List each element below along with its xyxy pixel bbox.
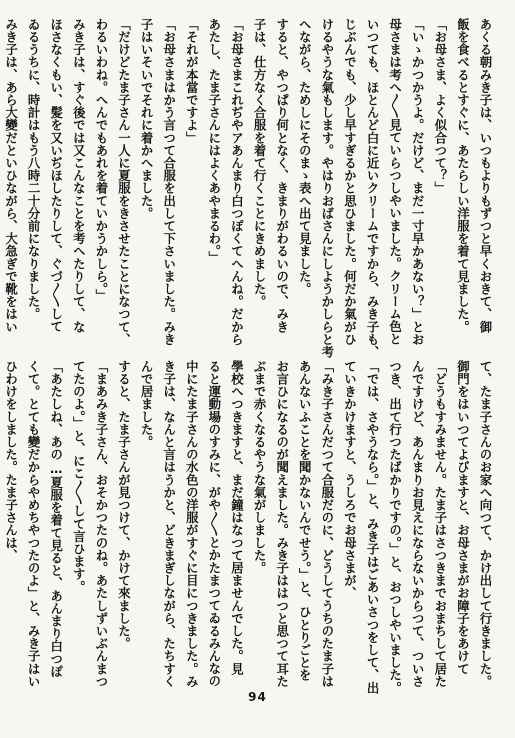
text-line: 「あたしね、あの…夏服を着て見ると、あんまり白つぽ <box>48 360 64 678</box>
text-line: 「どうもすみません。たま子はさつきまでおまちして居た <box>432 360 448 688</box>
text-line: てたのよ。」と、にこ〳〵して言ひます。 <box>71 360 87 593</box>
text-line: すると、たま子さんが見つけて、かけて來ました。 <box>116 360 132 650</box>
text-line: わるいわね。へんでもあれを着ていかうかしら。」 <box>93 18 109 302</box>
text-line: みき子は、すぐ後では又こんなことを考へたりして、な <box>71 18 87 333</box>
text-line: 母さまは考へ〳〵見ていらつしやいました。クリーム色と <box>387 18 403 346</box>
text-line: て、たま子さんのお家へ向つて、かけ出して行きました。 <box>478 360 493 688</box>
text-line: 「だけどたま子さん一人に夏服をきさせたことになつて、 <box>116 18 132 346</box>
text-line: 「みき子さんだつて合服だのに、どうしてうちのたま子は <box>319 360 335 688</box>
text-line: ていきかけますと、うしろでお母さまが、 <box>342 360 358 600</box>
text-line: いつても、ほとんど白に近いクリームですから、みき子も、 <box>365 18 381 359</box>
text-line: けるやうな氣もします。やはりおばさんにしようかしらと考 <box>319 18 335 359</box>
text-line: 飯を食べるとすぐに、あたらしい洋服を着て見ました。 <box>455 18 471 333</box>
top-text-block <box>3 18 496 359</box>
text-line: 「お母さまはかう言つて合服を出して下さいました。みき <box>161 18 177 346</box>
text-line: すると、やつぱり何となく、きまりがわるいので、みき <box>274 18 290 333</box>
text-line: んで居ました。 <box>139 360 155 449</box>
text-line: へながら、ためしにそのまゝ表へ出て見ました。 <box>297 18 313 296</box>
text-line: くて。とても變だからやめちやつたのよ」と、みき子はい <box>26 360 42 688</box>
text-line: みき子は、あら大變だといひながら、大急ぎで靴をはい <box>3 18 19 333</box>
text-line: ひわけをしました。たま子さんは、 <box>3 360 19 562</box>
text-line: ぶまで赤くなるやうな氣がしました。 <box>252 360 268 575</box>
text-line: 子はいそいでそれに着かへました。 <box>139 18 155 220</box>
text-line: つき、出て行つたばかりですの。」と、おつしやいました。 <box>387 360 403 694</box>
text-line: き子は、なんと言はうかと、どきまぎしながら、たちすく <box>161 360 177 688</box>
text-line: 中にたま子さんの水色の洋服がすぐに目につきました。み <box>184 360 200 688</box>
text-line: 學校へつきますと、まだ鐘はなつて居ませんでした。見 <box>229 360 245 675</box>
text-line: あたし、たま子さんにはよくあやまるわ。」 <box>206 18 222 264</box>
text-line: 「それが本當ですよ」 <box>184 18 200 144</box>
text-line: 子は、仕方なく合服を着て行くことにきめました。 <box>252 18 268 308</box>
text-line: 御門をはいつてよびますと、お母さまがお障子をあけて <box>455 360 471 675</box>
text-line: んですけど、あんまりお見えにならないからつて、ついさ <box>410 360 426 688</box>
text-line: 「いゝかつかうよ。だけど、まだ一寸早かあない？」とお <box>410 18 426 346</box>
text-line: 「では、さやうなら。」と、みき子はごあいさつをして、出 <box>365 360 381 694</box>
text-line: お言ひになるのが聞えました。みき子ははつと思つて耳た <box>274 360 290 688</box>
text-line: ほさなくもい、髪を又いぢほしたりして、ぐづ〳〵して <box>48 18 64 333</box>
bottom-text-block <box>3 360 496 694</box>
text-line: じぶんでも、少し早すぎるかと思ひました。何だか氣がひ <box>342 18 358 346</box>
text-line: ゐるうちに、時計はもう八時二十分前になりました。 <box>26 18 42 321</box>
text-line: 「まあみき子さん、おそかつたのね。あたしずいぶんまつ <box>93 360 109 688</box>
text-line: あんないふことを聞かないんでせう。」と、ひとりごとを <box>297 360 313 682</box>
text-line: あくる朝みき子は、いつもよりもずつと早くおきて、御 <box>478 18 493 333</box>
text-line: ると運動場のすみに、がや〳〵とかたまつてゐるみんなの <box>206 360 222 688</box>
text-line: 「お母さま、よく似合つて？」 <box>432 18 448 195</box>
text-line: 「お母さまこれぢやアあんまり白つぽくてへんね。だから <box>229 18 245 346</box>
page-number: 94 <box>248 690 267 704</box>
